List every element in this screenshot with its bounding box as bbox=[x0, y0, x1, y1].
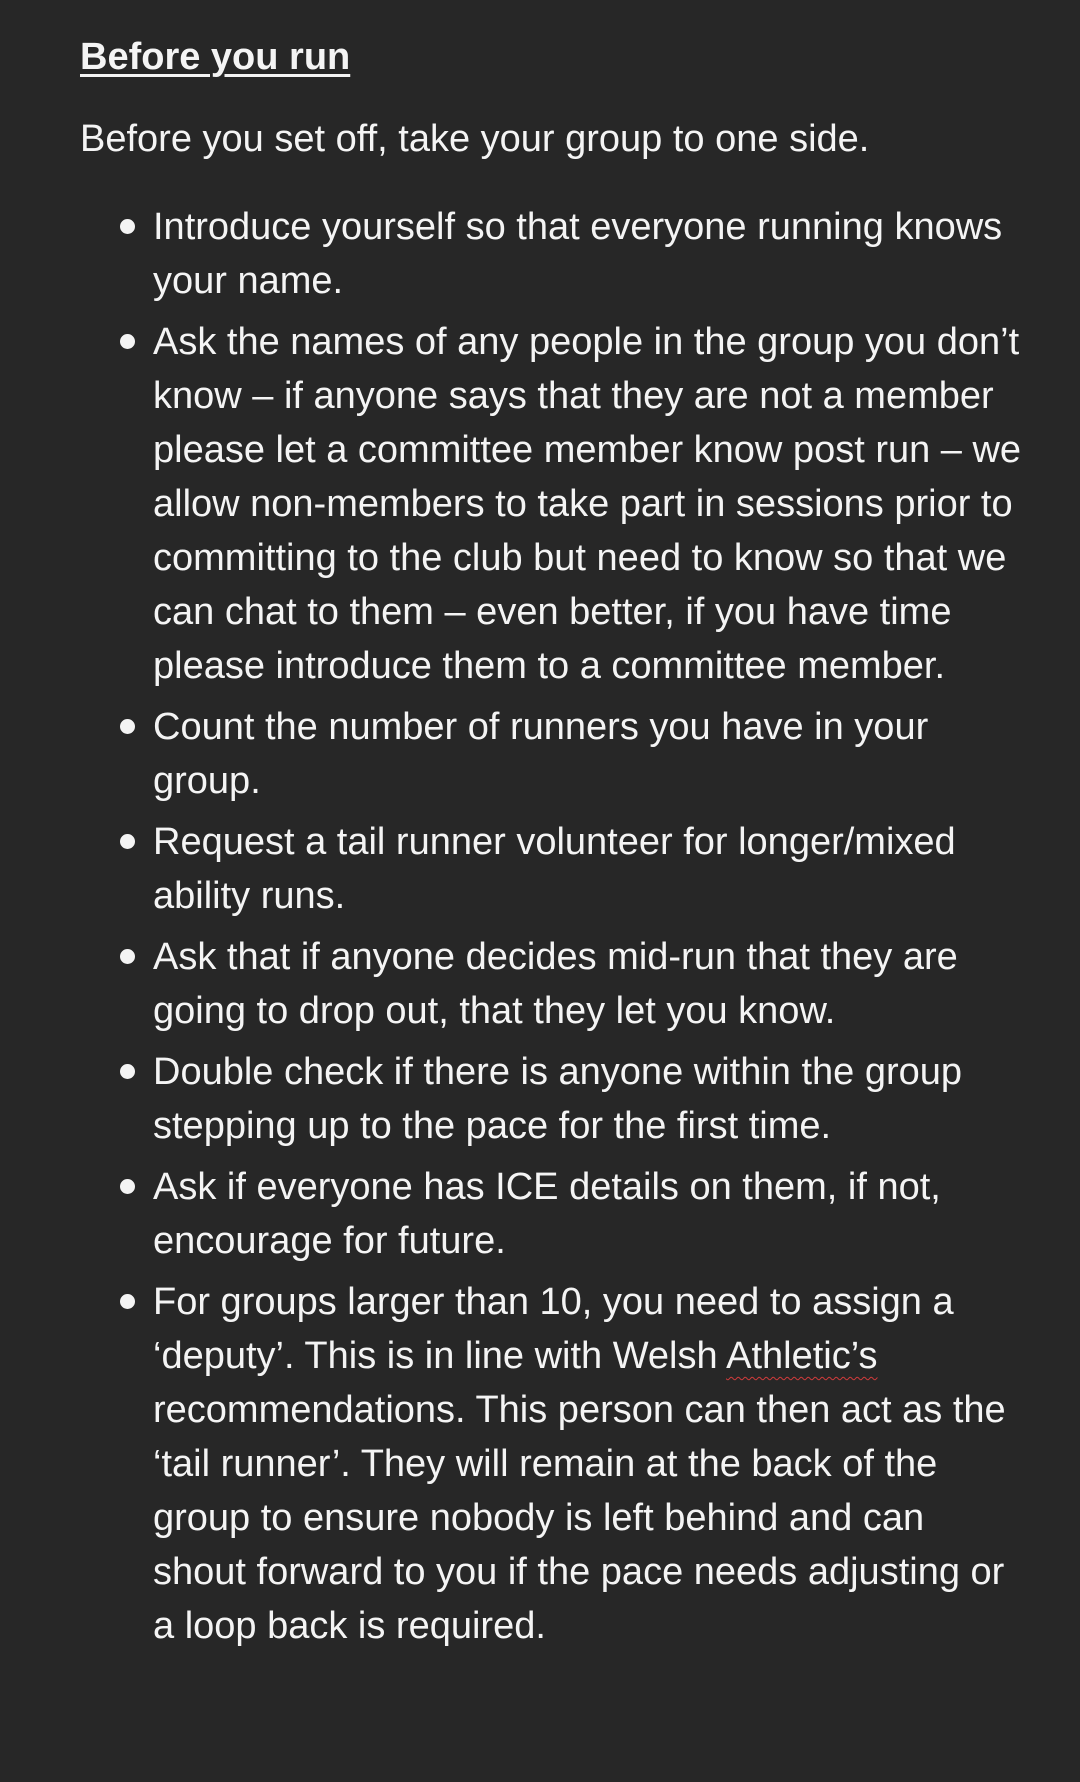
intro-paragraph: Before you set off, take your group to one side. bbox=[80, 118, 870, 160]
list-item bbox=[80, 1275, 1025, 1653]
list-item-text: Ask if everyone has ICE details on them, if not, encourage for future. bbox=[153, 1166, 941, 1262]
bullet-icon bbox=[120, 1064, 135, 1079]
bullet-icon bbox=[120, 949, 135, 964]
bullet-icon bbox=[120, 334, 135, 349]
bullet-icon bbox=[120, 719, 135, 734]
list-item bbox=[80, 315, 1025, 693]
spellcheck-flagged-word[interactable]: Athletic’s bbox=[726, 1335, 878, 1377]
list-item-text: Introduce yourself so that everyone running knows your name. bbox=[153, 206, 1003, 302]
list-item bbox=[80, 815, 1025, 923]
bullet-list bbox=[80, 200, 1025, 1653]
bullet-icon bbox=[120, 1294, 135, 1309]
list-item-text: Request a tail runner volunteer for longer/mixed ability runs. bbox=[153, 821, 956, 917]
bullet-icon bbox=[120, 1179, 135, 1194]
bullet-icon bbox=[120, 219, 135, 234]
list-item-text: Ask that if anyone decides mid-run that they are going to drop out, that they let you know. bbox=[153, 936, 958, 1032]
list-item bbox=[80, 1045, 1025, 1153]
list-item-text-start: For groups larger than 10, you need to assign a ‘deputy’. This is in line with Welsh bbox=[153, 1281, 954, 1377]
section-heading: Before you run bbox=[80, 36, 351, 78]
list-item-text bbox=[153, 1281, 1006, 1647]
list-item bbox=[80, 930, 1025, 1038]
list-item bbox=[80, 1160, 1025, 1268]
list-item bbox=[80, 700, 1025, 808]
bullet-icon bbox=[120, 834, 135, 849]
list-item bbox=[80, 200, 1025, 308]
list-item-text: Count the number of runners you have in your group. bbox=[153, 706, 929, 802]
list-item-text: Double check if there is anyone within the group stepping up to the pace for the first time. bbox=[153, 1051, 963, 1147]
list-item-text-end: recommendations. This person can then act as the ‘tail runner’. They will remain at the back of the group to ensure nobody is left behind and can shout forward to you if the pace needs adjusting or a loop back is required. bbox=[153, 1389, 1006, 1647]
list-item-text: Ask the names of any people in the group you don’t know – if anyone says that they are not a member please let a committee member know post run – we allow non-members to take part in sessions prior to committing to the club but need to know so that we can chat to them – even better, if you have time please introduce them to a committee member. bbox=[153, 321, 1022, 687]
